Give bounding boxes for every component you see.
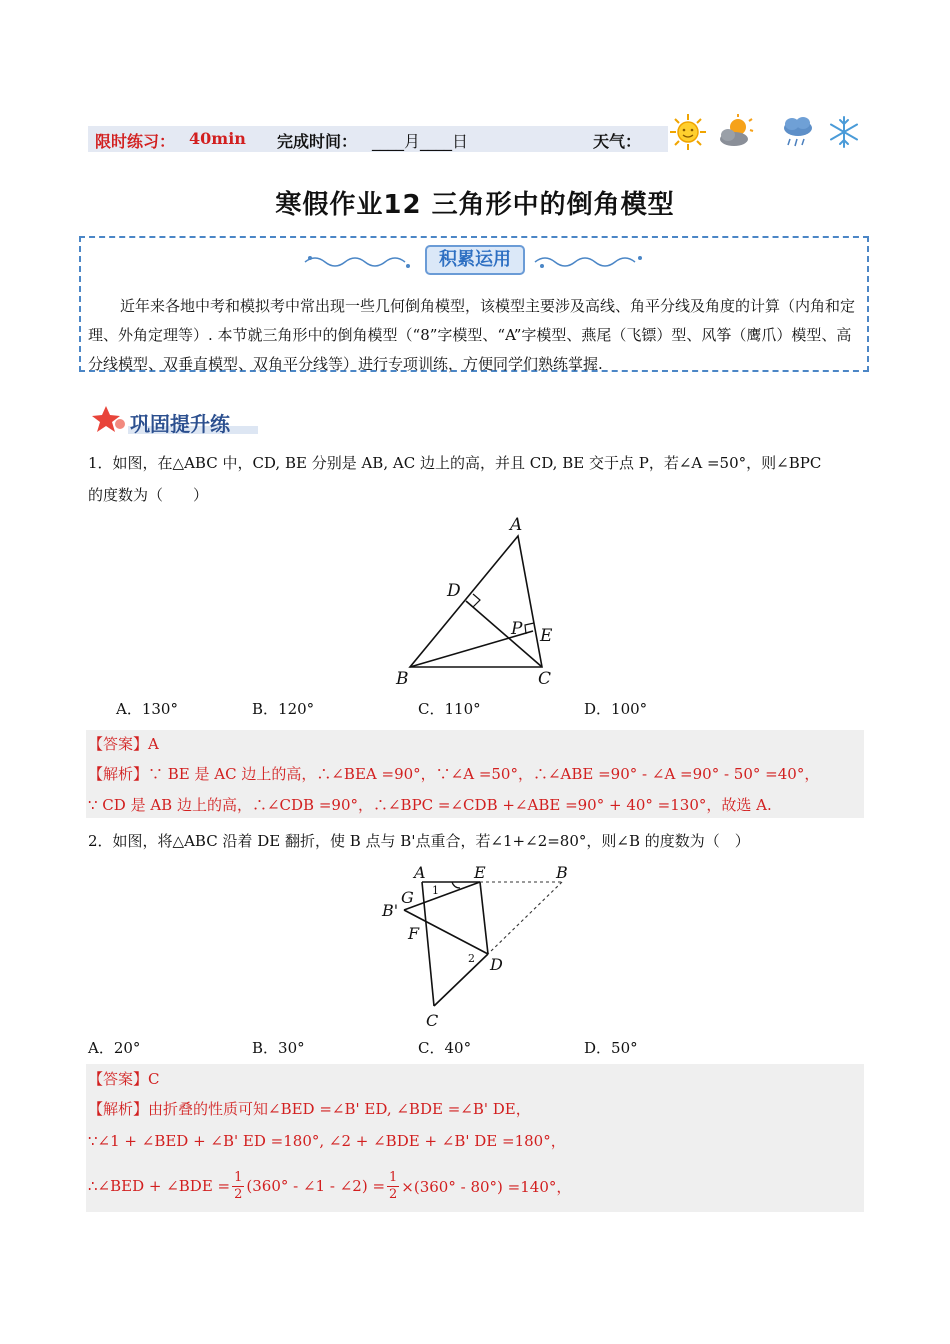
wave-decoration-right: [530, 250, 650, 274]
q1-label-c: C: [538, 669, 552, 689]
q2-label-f: F: [408, 924, 420, 943]
q2-analysis-line1: 【解析】由折叠的性质可知∠BED =∠B' ED, ∠BDE =∠B' DE，: [88, 1100, 531, 1118]
q1-stem-line2: 的度数为（ ）: [88, 486, 209, 504]
rain-cloud-icon: [778, 112, 818, 152]
q2-analysis-line3: [88, 1165, 571, 1207]
q2-option-a: A．20°: [88, 1039, 141, 1057]
snowflake-icon: [824, 112, 864, 152]
time-limit-label: 限时练习：: [95, 132, 176, 151]
q2-fraction-1-num: 1: [234, 1169, 243, 1185]
q2-analysis-line3-b: (360° - ∠1 - ∠2) =: [246, 1177, 386, 1195]
q1-option-d: D．100°: [584, 700, 648, 718]
q1-option-c: C．110°: [418, 700, 481, 718]
q1-analysis-line2: ∵ CD 是 AB 边上的高，∴∠CDB =90°，∴∠BPC =∠CDB +∠ABE =90° + 40° =130°，故选 A.: [88, 796, 772, 814]
q2-label-b: B: [556, 863, 568, 882]
q1-answer: 【答案】A: [88, 735, 159, 753]
q2-fraction-1-den: 2: [234, 1186, 243, 1202]
q2-figure: [370, 858, 580, 1030]
sun-icon: [668, 112, 708, 152]
q1-option-a: A．130°: [116, 700, 178, 718]
wave-decoration-left: [300, 250, 420, 274]
q2-label-d: D: [490, 955, 503, 974]
q2-angle-2: 2: [468, 952, 475, 965]
q2-analysis-line2: ∵∠1 + ∠BED + ∠B' ED =180°, ∠2 + ∠BDE + ∠B' DE =180°，: [88, 1132, 566, 1150]
q2-answer: 【答案】C: [88, 1070, 160, 1088]
q1-option-b: B．120°: [252, 700, 315, 718]
q2-fraction-1: [232, 1170, 244, 1203]
section-title: 巩固提升练: [130, 412, 230, 436]
q1-label-p: P: [511, 619, 523, 639]
q2-fraction-2-num: 1: [389, 1169, 398, 1185]
weather-label: 天气：: [593, 132, 642, 151]
q1-label-a: A: [510, 515, 523, 535]
q2-label-e: E: [474, 863, 486, 882]
q1-label-b: B: [396, 669, 409, 689]
page-title: 寒假作业12 三角形中的倒角模型: [275, 190, 675, 220]
time-limit-value: 40min: [189, 129, 246, 148]
finish-time-label: 完成时间：: [277, 132, 358, 151]
q1-stem-line1: 1．如图，在△ABC 中，CD, BE 分别是 AB, AC 边上的高，并且 CD, BE 交于点 P，若∠A =50°，则∠BPC: [88, 454, 822, 472]
q1-analysis-line1: 【解析】∵ BE 是 AC 边上的高，∴∠BEA =90°，∵∠A =50°，∴∠ABE =90° - ∠A =90° - 50° =40°，: [88, 765, 820, 783]
q2-option-d: D．50°: [584, 1039, 638, 1057]
q2-option-c: C．40°: [418, 1039, 472, 1057]
q2-label-b-prime: B': [382, 901, 399, 920]
q2-fraction-2: [387, 1170, 399, 1203]
q2-angle-1: 1: [432, 884, 439, 897]
finish-time-blanks: ____月____日: [372, 132, 469, 151]
q1-label-d: D: [447, 581, 461, 601]
star-icon: [90, 404, 130, 434]
q2-label-g: G: [401, 888, 414, 907]
q2-label-c: C: [426, 1011, 439, 1030]
intro-badge: 积累运用: [425, 245, 525, 275]
partly-cloudy-icon: [716, 112, 756, 152]
q2-analysis-line3-c: ×(360° - 80°) =140°，: [401, 1177, 572, 1196]
q2-fraction-2-den: 2: [389, 1186, 398, 1202]
intro-text: 近年来各地中考和模拟考中常出现一些几何倒角模型，该模型主要涉及高线、角平分线及角度的计算（内角和定理、外角定理等）. 本节就三角形中的倒角模型（“8”字模型、“A”字模型、燕尾（飞镖）型、风筝（鹰爪）模型、高分线模型、双垂直模型、双角平分线等）进行专项训练，方便同学们熟练掌握.: [88, 297, 856, 373]
q2-stem: 2．如图，将△ABC 沿着 DE 翻折，使 B 点与 B'点重合，若∠1+∠2=80°，则∠B 的度数为（ ）: [88, 832, 750, 850]
q1-figure: [390, 512, 570, 692]
q1-label-e: E: [540, 626, 553, 646]
q2-analysis-line3-a: ∴∠BED + ∠BDE =: [88, 1177, 231, 1195]
q2-label-a: A: [414, 863, 426, 882]
q2-option-b: B．30°: [252, 1039, 305, 1057]
